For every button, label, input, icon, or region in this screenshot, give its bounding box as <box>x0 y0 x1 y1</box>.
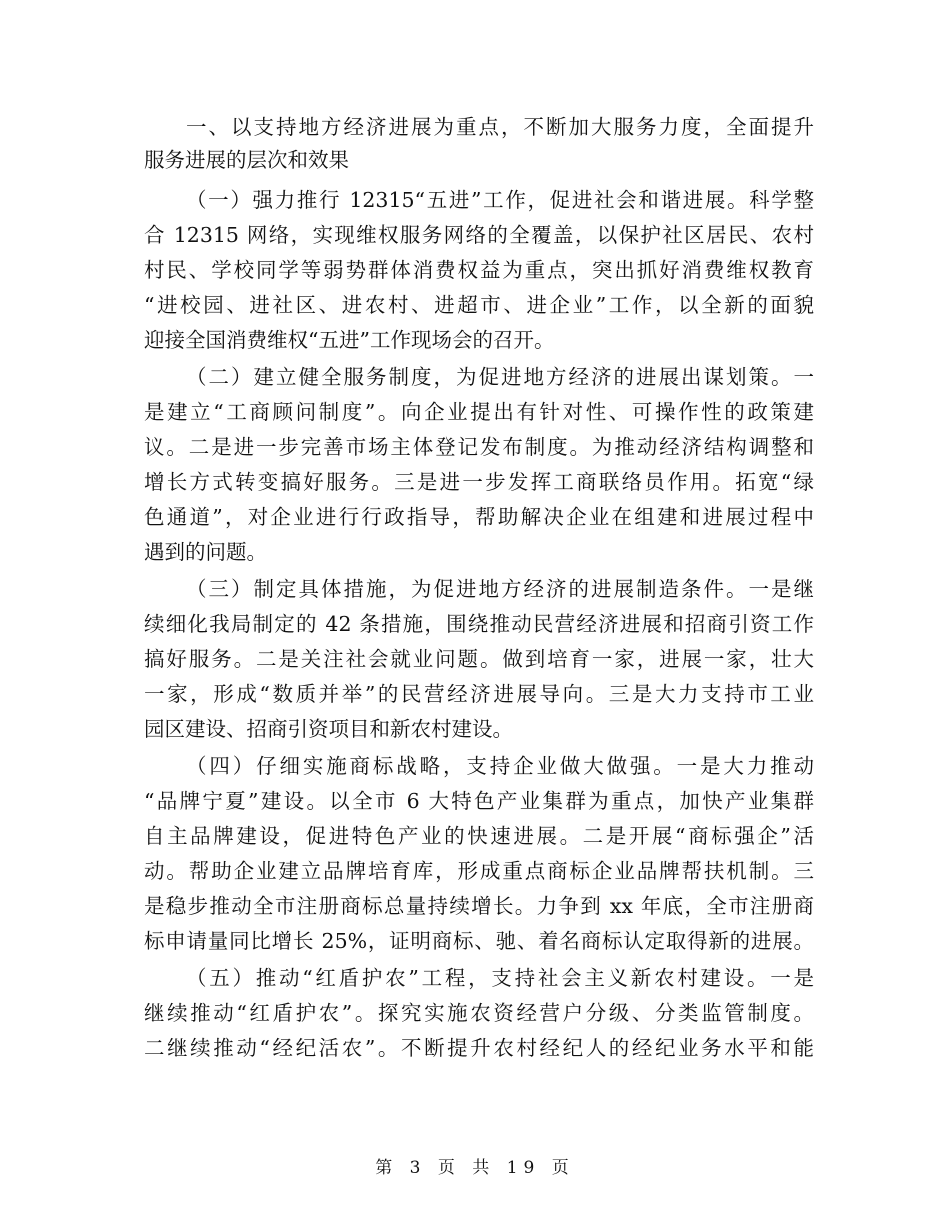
text-line: 标申请量同比增长 25%，证明商标、驰、着名商标认定取得新的进展。 <box>144 929 814 953</box>
text-line: 动。帮助企业建立品牌培育库，形成重点商标企业品牌帮扶机制。三 <box>144 859 814 883</box>
text-line: 自主品牌建设，促进特色产业的快速进展。二是开展“商标强企”活 <box>144 824 814 848</box>
text-line: （四）仔细实施商标战略，支持企业做大做强。一是大力推动 <box>186 754 814 778</box>
text-line: 遇到的问题。 <box>144 540 267 564</box>
text-line: 搞好服务。二是关注社会就业问题。做到培育一家，进展一家，壮大 <box>144 647 814 671</box>
text-line: 村民、学校同学等弱势群体消费权益为重点，突出抓好消费维权教育 <box>144 258 814 282</box>
text-line: 二继续推动“经纪活农”。不断提升农村经纪人的经纪业务水平和能 <box>144 1036 814 1060</box>
text-line: （一）强力推行 12315“五进”工作，促进社会和谐进展。科学整 <box>186 188 814 212</box>
text-line: 是稳步推动全市注册商标总量持续增长。力争到 xx 年底，全市注册商 <box>144 894 814 918</box>
text-line: 服务进展的层次和效果 <box>144 148 349 172</box>
text-line: “进校园、进社区、进农村、进超市、进企业”工作，以全新的面貌 <box>144 293 814 317</box>
text-line: （三）制定具体措施，为促进地方经济的进展制造条件。一是继 <box>186 577 814 601</box>
text-line: 是建立“工商顾问制度”。向企业提出有针对性、可操作性的政策建 <box>144 400 814 424</box>
page-footer: 第 3 页 共 19 页 <box>375 1158 575 1178</box>
text-line: 迎接全国消费维权“五进”工作现场会的召开。 <box>144 328 555 352</box>
text-line: （二）建立健全服务制度，为促进地方经济的进展出谋划策。一 <box>186 365 814 389</box>
text-line: 议。二是进一步完善市场主体登记发布制度。为推动经济结构调整和 <box>144 435 814 459</box>
text-line: 续细化我局制定的 42 条措施，围绕推动民营经济进展和招商引资工作 <box>144 612 814 636</box>
text-line: 园区建设、招商引资项目和新农村建设。 <box>144 717 513 741</box>
text-line: （五）推动“红盾护农”工程，支持社会主义新农村建设。一是 <box>186 966 814 990</box>
text-line: 色通道”，对企业进行行政指导，帮助解决企业在组建和进展过程中 <box>144 505 814 529</box>
text-line: 一家，形成“数质并举”的民营经济进展导向。三是大力支持市工业 <box>144 682 814 706</box>
text-line: 合 12315 网络，实现维权服务网络的全覆盖，以保护社区居民、农村 <box>144 223 814 247</box>
text-line: 增长方式转变搞好服务。三是进一步发挥工商联络员作用。拓宽“绿 <box>144 470 814 494</box>
text-line: “品牌宁夏”建设。以全市 6 大特色产业集群为重点，加快产业集群 <box>144 789 814 813</box>
text-line: 一、以支持地方经济进展为重点，不断加大服务力度，全面提升 <box>186 115 814 139</box>
text-line: 继续推动“红盾护农”。探究实施农资经营户分级、分类监管制度。 <box>144 1001 814 1025</box>
